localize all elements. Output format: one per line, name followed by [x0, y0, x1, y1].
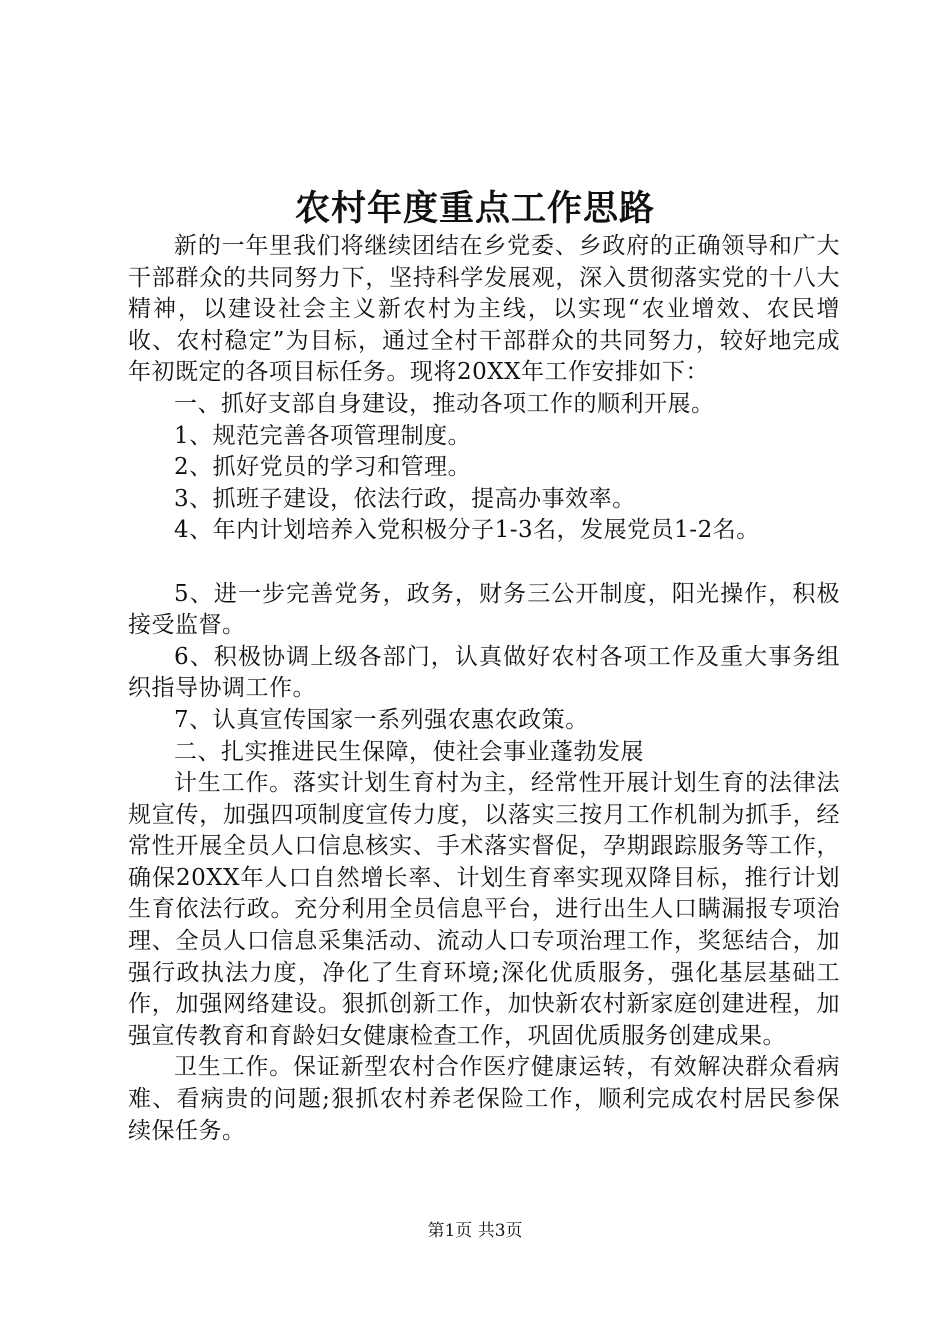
- document-body: [128, 231, 840, 1147]
- list-item: 5、进一步完善党务，政务，财务三公开制度，阳光操作，积极接受监督。: [128, 580, 840, 639]
- document-title: 农村年度重点工作思路: [294, 188, 655, 229]
- section-heading-2: 二、扎实推进民生保障，使社会事业蓬勃发展: [174, 738, 644, 765]
- list-item: 4、年内计划培养入党积极分子1-3名，发展党员1-2名。: [174, 517, 760, 544]
- list-item: 6、积极协调上级各部门，认真做好农村各项工作及重大事务组织指导协调工作。: [128, 643, 840, 702]
- list-item: 1、规范完善各项管理制度。: [174, 422, 472, 449]
- list-item: 2、抓好党员的学习和管理。: [174, 454, 472, 481]
- health-work-paragraph: 卫生工作。保证新型农村合作医疗健康运转，有效解决群众看病难、看病贵的问题;狠抓农村养老保险工作，顺利完成农村居民参保续保任务。: [128, 1054, 840, 1144]
- list-item: 7、认真宣传国家一系列强农惠农政策。: [174, 706, 589, 733]
- family-planning-paragraph: 计生工作。落实计划生育村为主，经常性开展计划生育的法律法规宣传，加强四项制度宣传力度，以落实三按月工作机制为抓手，经常性开展全员人口信息核实、手术落实督促，孕期跟踪服务等工作，确保20XX年人口自然增长率、计划生育率实现双降目标，推行计划生育依法行政。充分利用全员信息平台，进行出生人口瞒漏报专项治理、全员人口信息采集活动、流动人口专项治理工作，奖惩结合，加强行政执法力度，净化了生育环境;深化优质服务，强化基层基础工作，加强网络建设。狠抓创新工作，加快新农村新家庭创建进程，加强宣传教育和育龄妇女健康检查工作，巩固优质服务创建成果。: [128, 770, 840, 1049]
- list-item: 3、抓班子建设，依法行政，提高办事效率。: [174, 485, 636, 512]
- intro-paragraph: 新的一年里我们将继续团结在乡党委、乡政府的正确领导和广大干部群众的共同努力下，坚持科学发展观，深入贯彻落实党的十八大精神，以建设社会主义新农村为主线，以实现“农业增效、农民增收、农村稳定”为目标，通过全村干部群众的共同努力，较好地完成年初既定的各项目标任务。现将20XX年工作安排如下：: [128, 233, 840, 386]
- page-number-footer: 第1页 共3页: [427, 1221, 523, 1241]
- section-heading-1: 一、抓好支部自身建设，推动各项工作的顺利开展。: [174, 390, 715, 417]
